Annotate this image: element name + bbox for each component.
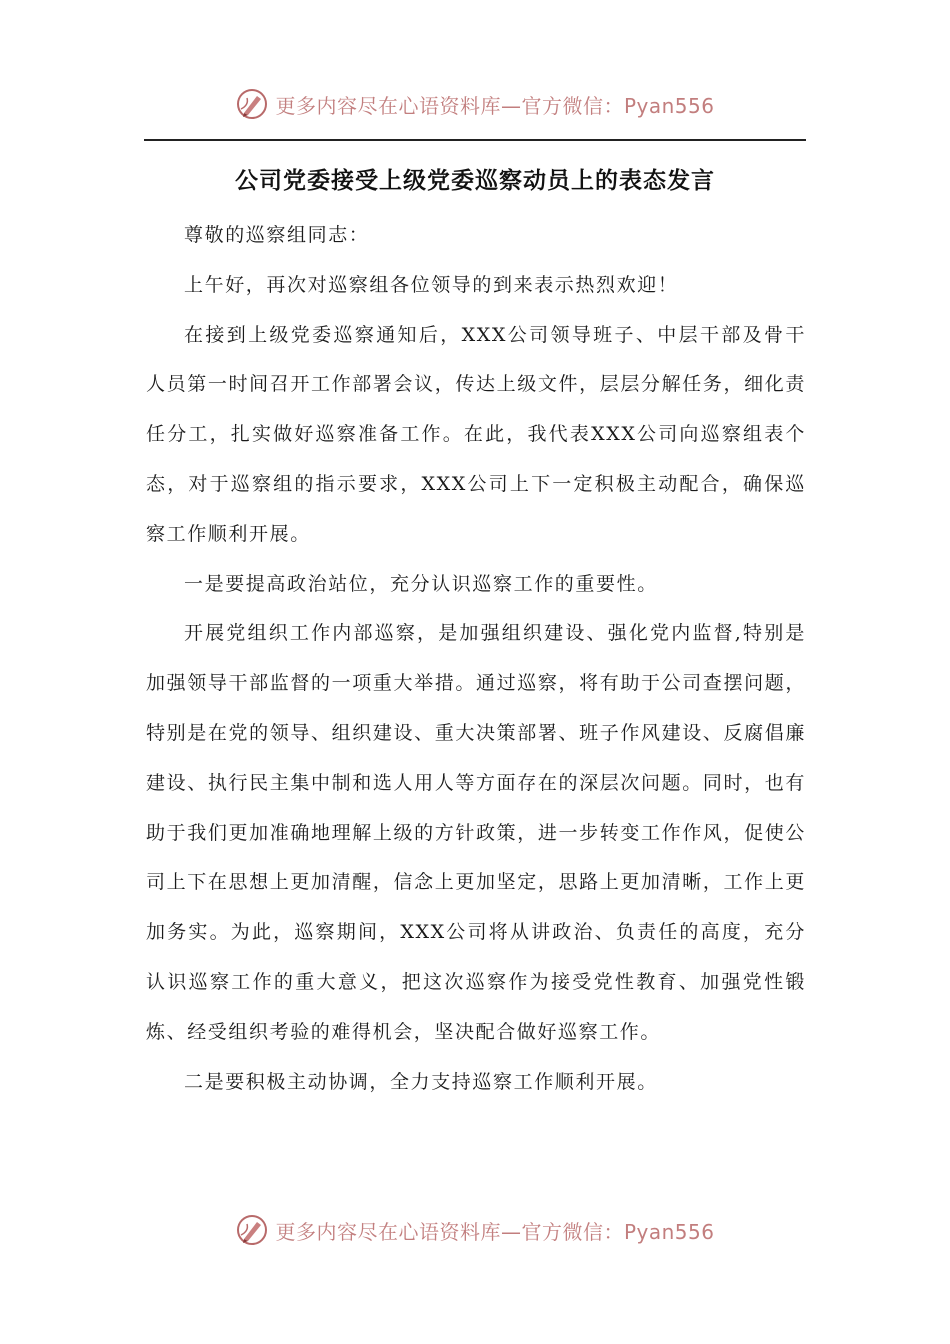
header-divider (144, 139, 806, 141)
page-title: 公司党委接受上级党委巡察动员上的表态发言 (235, 167, 715, 194)
salutation: 尊敬的巡察组同志： (184, 224, 370, 246)
watermark-text: 更多内容尽在心语资料库—官方微信：Pyan556 (275, 1219, 715, 1244)
point-one-paragraph: 开展党组织工作内部巡察，是加强组织建设、强化党内监督,特别是加强领导干部监督的一项重大举措。通过巡察，将有助于公司查摆问题，特别是在党的领导、组织建设、重大决策部署、班子作风建设、反腐倡廉建设、执行民主集中制和选人用人等方面存在的深层次问题。同时，也有助于我们更加准确地理解上级的方针政策，进一步转变工作作风，促使公司上下在思想上更加清醒，信念上更加坚定，思路上更加清晰，工作上更加务实。为此，巡察期间，XXX公司将从讲政治、负责任的高度，充分认识巡察工作的重大意义，把这次巡察作为接受党性教育、加强党性锻炼、经受组织考验的难得机会，坚决配合做好巡察工作。 (146, 622, 806, 1043)
intro-paragraph: 在接到上级党委巡察通知后，XXX公司领导班子、中层干部及骨干人员第一时间召开工作部署会议，传达上级文件，层层分解任务，细化责任分工，扎实做好巡察准备工作。在此，我代表XXX公司向巡察组表个态，对于巡察组的指示要求，XXX公司上下一定积极主动配合，确保巡察工作顺利开展。 (146, 323, 806, 545)
document-body (146, 211, 806, 1107)
header-watermark (0, 84, 950, 124)
pen-nib-icon (235, 1213, 269, 1247)
point-one-heading: 一是要提高政治站位，充分认识巡察工作的重要性。 (184, 572, 658, 595)
footer-watermark (0, 1210, 950, 1250)
pen-nib-icon (235, 87, 269, 121)
greeting-paragraph: 上午好，再次对巡察组各位领导的到来表示热烈欢迎！ (184, 273, 679, 296)
watermark-text: 更多内容尽在心语资料库—官方微信：Pyan556 (275, 93, 715, 118)
point-two-heading: 二是要积极主动协调，全力支持巡察工作顺利开展。 (184, 1070, 658, 1093)
